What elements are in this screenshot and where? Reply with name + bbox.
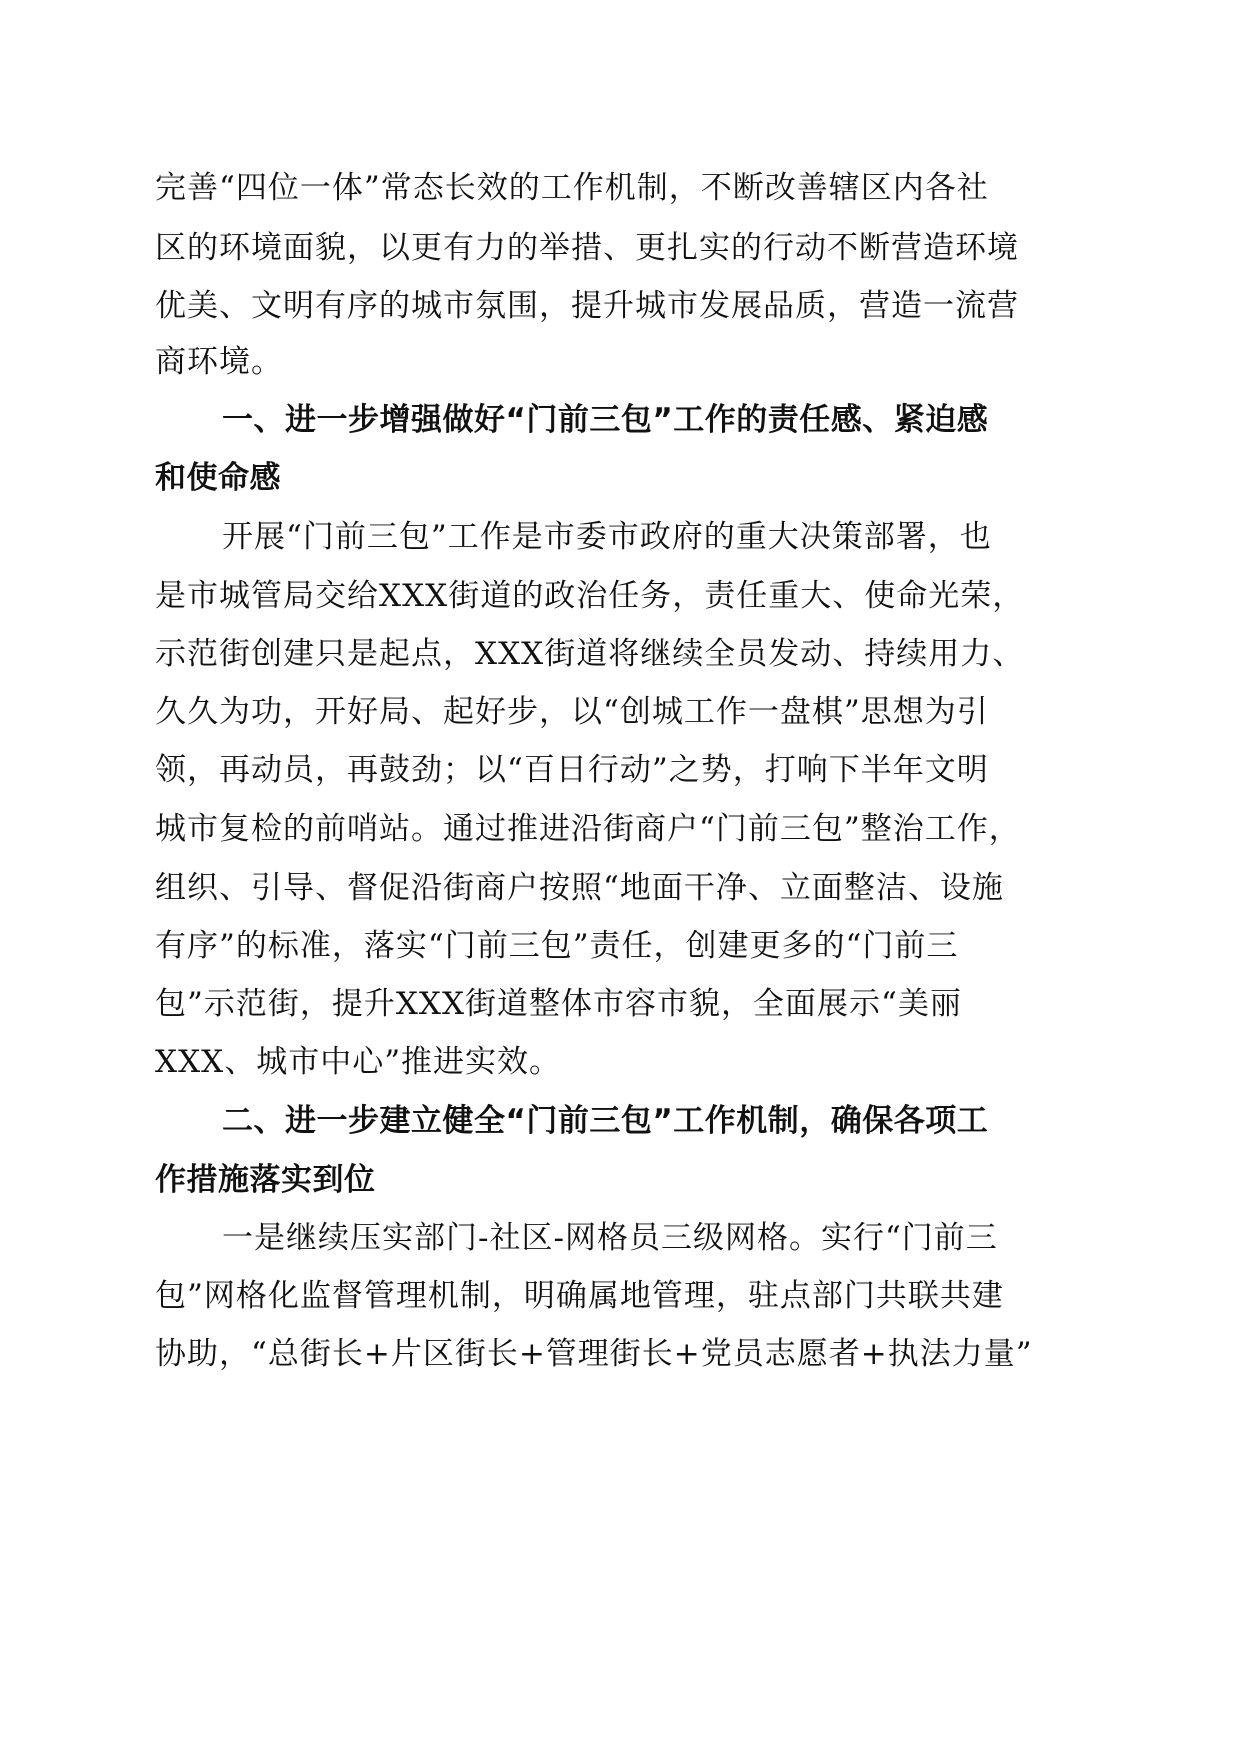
paragraph-line: 协助，“总街长+片区街长+管理街长+党员志愿者+执法力量”	[155, 1336, 1033, 1372]
paragraph-line: 开展“门前三包”工作是市委市政府的重大决策部署，也	[222, 519, 992, 555]
paragraph-line: 城市复检的前哨站。通过推进沿街商户“门前三包”整治工作，	[155, 811, 1021, 847]
paragraph-line: 商环境。	[155, 344, 283, 380]
section-heading-2-cont: 作措施落实到位	[155, 1162, 376, 1198]
paragraph-line: 有序”的标准，落实“门前三包”责任，创建更多的“门前三	[155, 928, 959, 964]
section-heading-1: 一、进一步增强做好“门前三包”工作的责任感、紧迫感	[222, 402, 989, 438]
paragraph-line: 区的环境面貌，以更有力的举措、更扎实的行动不断营造环境	[155, 230, 1019, 266]
paragraph-line: 是市城管局交给XXX街道的政治任务，责任重大、使命光荣，	[155, 578, 1025, 614]
paragraph-line: 完善“四位一体”常态长效的工作机制，不断改善辖区内各社	[155, 170, 989, 206]
paragraph-line: 示范街创建只是起点，XXX街道将继续全员发动、持续用力、	[155, 636, 1025, 672]
paragraph-line: 包”网格化监督管理机制，明确属地管理，驻点部门共联共建	[155, 1278, 1004, 1314]
paragraph-line: 一是继续压实部门-社区-网格员三级网格。实行“门前三	[222, 1220, 998, 1256]
paragraph-line: 组织、引导、督促沿街商户按照“地面干净、立面整洁、设施	[155, 870, 1004, 906]
paragraph-line: XXX、城市中心”推进实效。	[155, 1044, 562, 1080]
paragraph-line: 领，再动员，再鼓劲；以“百日行动”之势，打响下半年文明	[155, 752, 989, 788]
paragraph-line: 包”示范街，提升XXX街道整体市容市貌，全面展示“美丽	[155, 986, 962, 1022]
paragraph-line: 优美、文明有序的城市氛围，提升城市发展品质，营造一流营	[155, 288, 1019, 324]
section-heading-2: 二、进一步建立健全“门前三包”工作机制，确保各项工	[222, 1103, 989, 1139]
paragraph-line: 久久为功，开好局、起好步，以“创城工作一盘棋”思想为引	[155, 694, 989, 730]
section-heading-1-cont: 和使命感	[155, 460, 281, 496]
